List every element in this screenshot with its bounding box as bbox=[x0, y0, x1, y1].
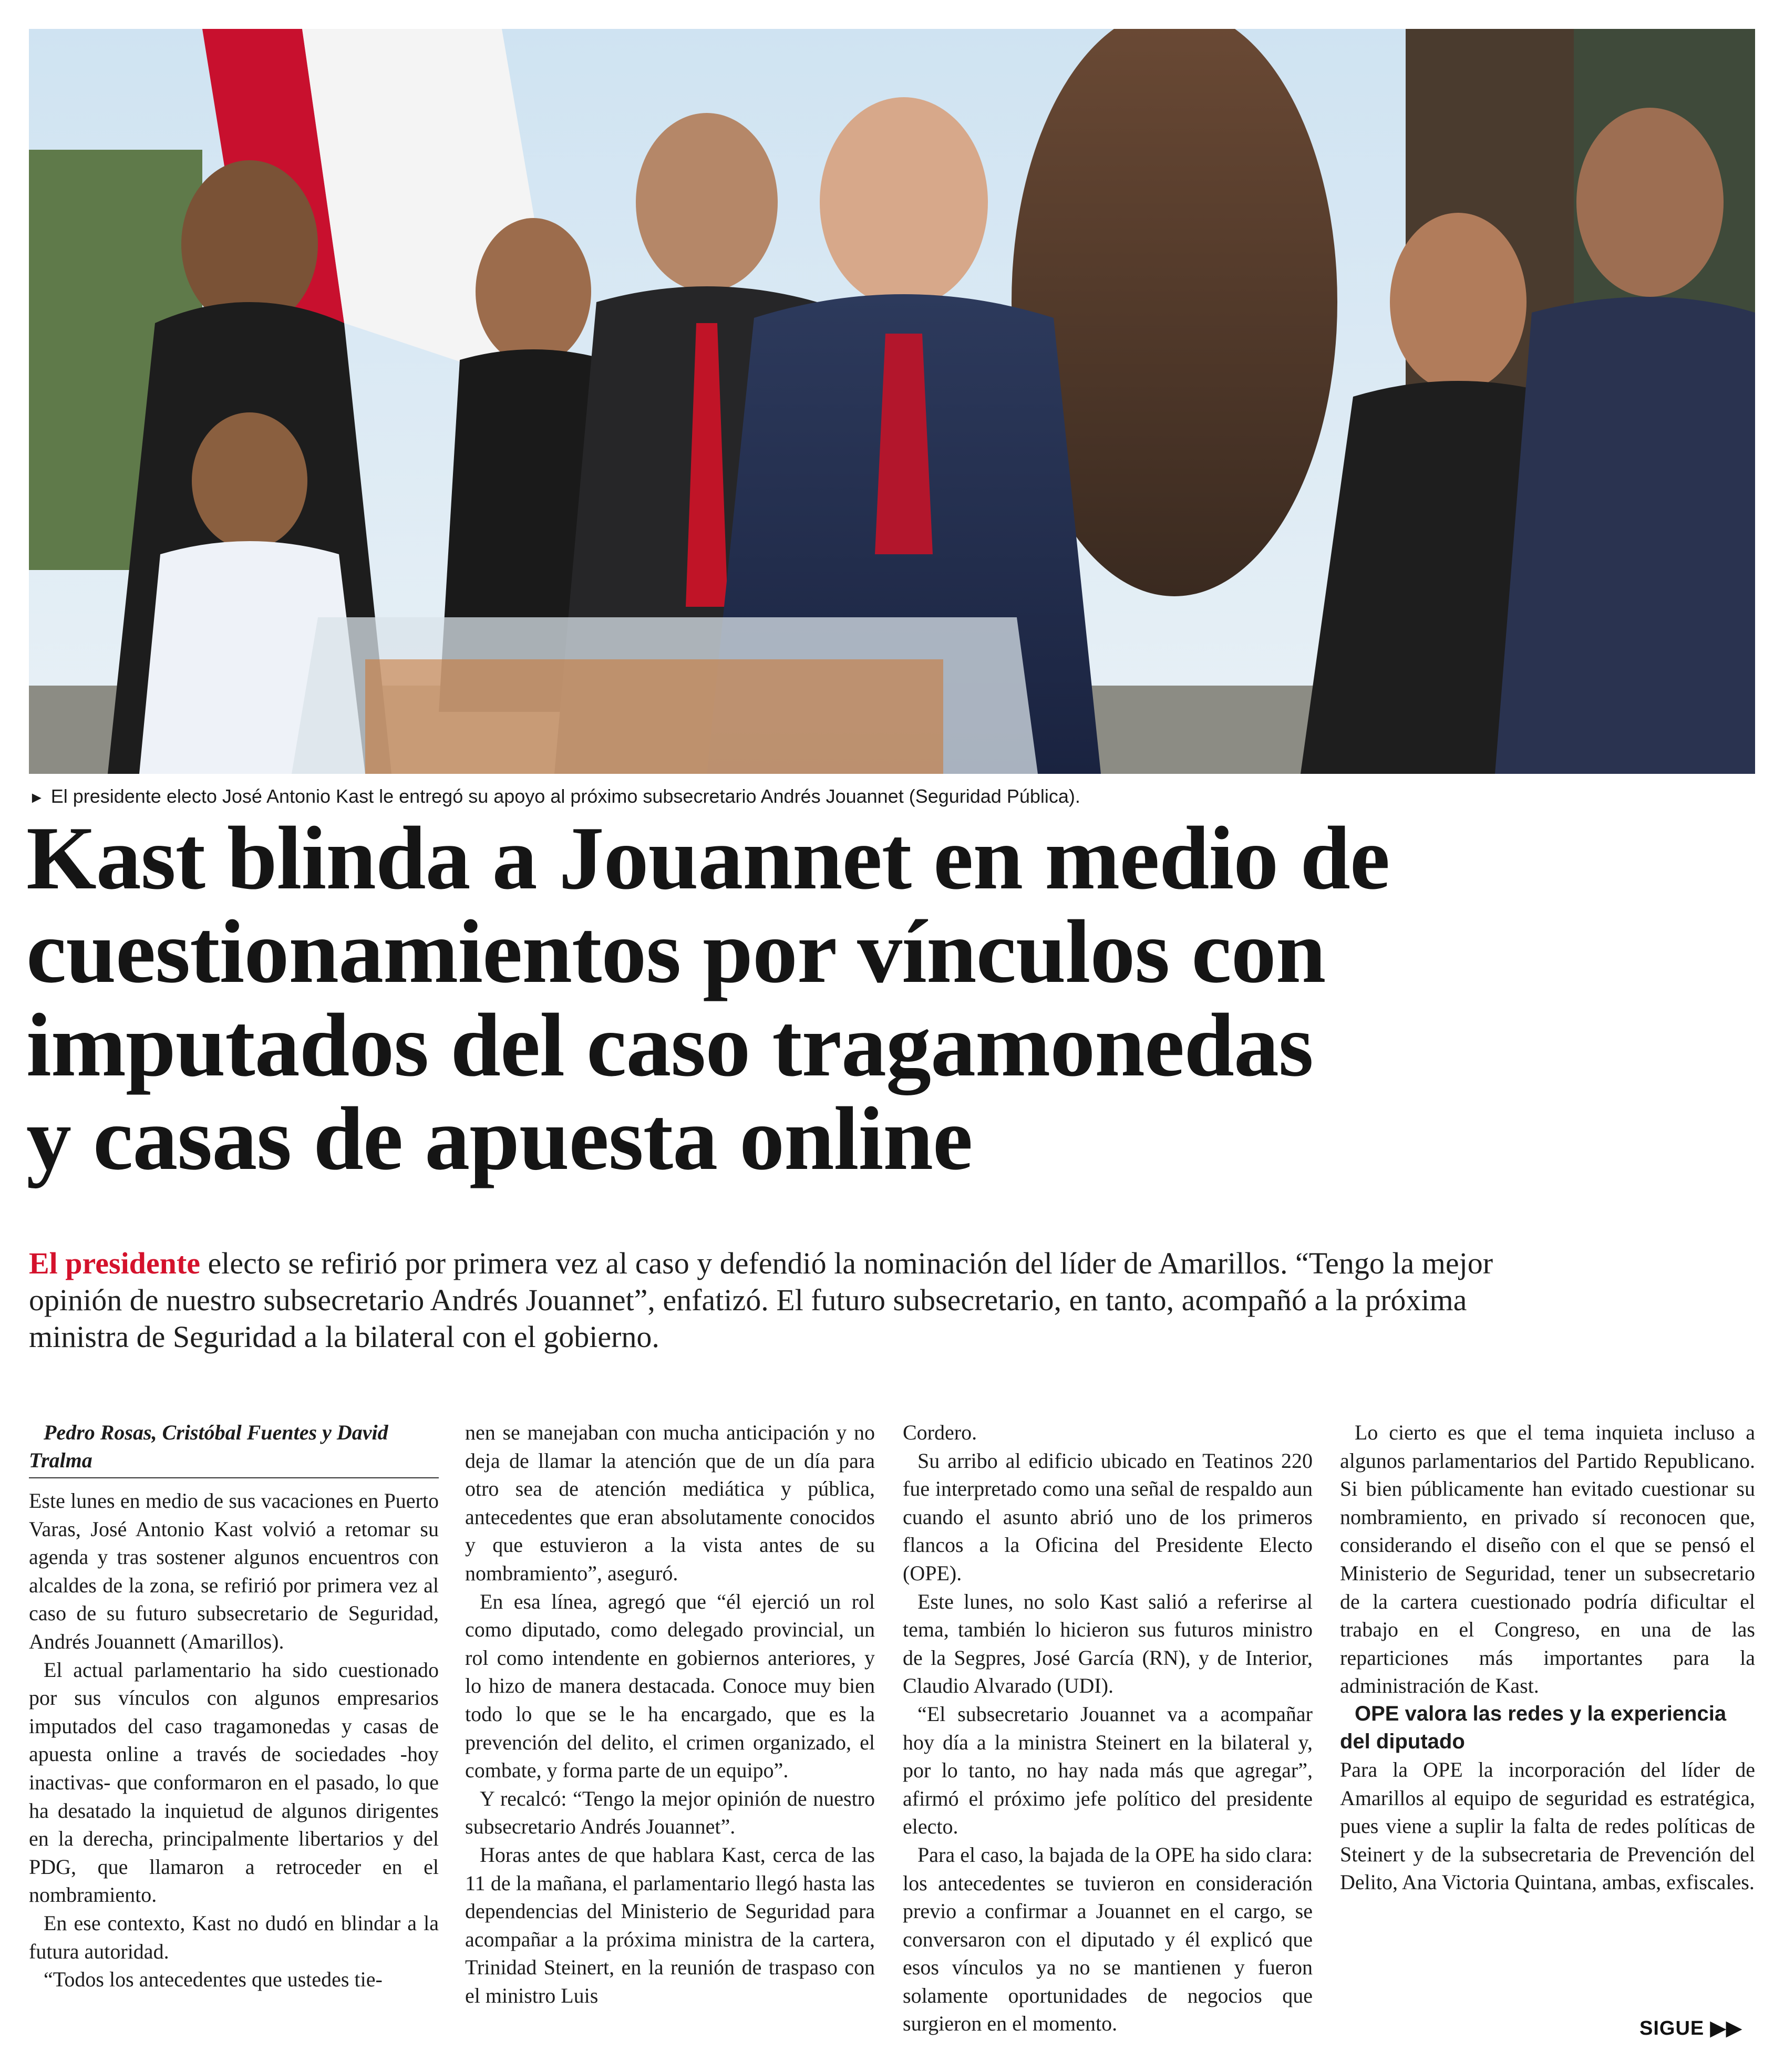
press-conference-photo-icon bbox=[29, 29, 1755, 774]
paragraph: Este lunes en medio de sus vacaciones en Puerto Varas, José Antonio Kast volvió a retomar su agenda y tras sostener algunos encuentros con alcaldes de la zona, se refirió por primera vez al caso de su futuro subsecretario de Seguridad, Andrés Jouannett (Amarillos). bbox=[29, 1489, 439, 1653]
lede-line: opinión de nuestro subsecretario Andrés Jouannet”, enfatizó. El futuro subsecretario, en tanto, acompañó a la próxima bbox=[29, 1283, 1467, 1317]
lede-line-text: electo se refirió por primera vez al caso y defendió la nominación del líder de Amarillos. “Tengo la mejor bbox=[200, 1246, 1493, 1280]
continue-marker: SIGUE ▶▶ bbox=[1639, 2017, 1742, 2039]
article-column-2 bbox=[465, 1418, 875, 2059]
article-column-4 bbox=[1340, 1418, 1755, 2059]
paragraph: “Todos los antecedentes que ustedes tie- bbox=[44, 1967, 383, 1992]
paragraph: Su arribo al edificio ubicado en Teatinos 220 fue interpretado como una señal de respaldo aun cuando el asunto abrió uno de los primeros flancos a la Oficina del Presidente Electo (OPE). bbox=[903, 1448, 1313, 1585]
photo-caption bbox=[29, 782, 1755, 811]
article-column-1 bbox=[29, 1418, 439, 2059]
headline bbox=[26, 809, 1755, 1189]
paragraph: El actual parlamentario ha sido cuestionado por sus vínculos con algunos empresarios imputados del caso tragamonedas y casas de apuesta online a través de sociedades -hoy inactivas- que conformaron en el pasado, lo que ha desatado la inquietud de algunos dirigentes en la derecha, principalmente libertarios y del PDG, que llamaron a retroceder en el nombramiento. bbox=[29, 1657, 439, 1907]
headline-line: cuestionamientos por vínculos con bbox=[26, 902, 1326, 1002]
lede-line: ministra de Seguridad a la bilateral con el gobierno. bbox=[29, 1320, 659, 1354]
paragraph: Lo cierto es que el tema inquieta incluso a algunos parlamentarios del Partido Republicano. Si bien públicamente han evitado cuestionar su nombramiento, en privado sí reconocen que, considerando el diseño con el que se pensó el Ministerio de Seguridad, tener un subsecretario de la cartera cuestionado podría dificultar el trabajo en el Congreso, en una de las reparticiones más importantes para la administración de Kast. bbox=[1340, 1421, 1755, 1698]
paragraph: En esa línea, agregó que “él ejerció un rol como diputado, como delegado provincial, un rol como intendente en gobiernos anteriores, y lo hizo de manera destacada. Conoce muy bien todo lo que se le ha encargado, que es la prevención del delito, el crimen organizado, el combate, y forma parte de un equipo”. bbox=[465, 1589, 875, 1783]
article-column-3 bbox=[903, 1418, 1313, 2059]
byline: Pedro Rosas, Cristóbal Fuentes y David Tralma bbox=[29, 1421, 388, 1472]
paragraph: Para el caso, la bajada de la OPE ha sido clara: los antecedentes se tuvieron en consideración previo a confirmar a Jouannet en el cargo, se conversaron con el diputado y él explicó que esos vínculos ya no se mantienen y fueron solamente oportunidades de negocios que surgieron en el momento. bbox=[903, 1842, 1313, 2036]
lede-lead: El presidente bbox=[29, 1246, 200, 1280]
headline-line: y casas de apuesta online bbox=[26, 1089, 973, 1189]
caption-arrow-icon: ► bbox=[29, 789, 45, 806]
byline-divider bbox=[29, 1477, 439, 1478]
paragraph: nen se manejaban con mucha anticipación y no deja de llamar la atención que de un día para otro sea de atención mediática y pública, antecedentes que eran absolutamente conocidos y que estuvieron a la vista antes de su nombramiento”, aseguró. bbox=[465, 1421, 875, 1585]
paragraph: “El subsecretario Jouannet va a acompañar hoy día a la ministra Steinert en la bilateral y, por lo tanto, no hay nada más que agregar”, afirmó el próximo jefe político del presidente electo. bbox=[903, 1702, 1313, 1839]
headline-line: imputados del caso tragamonedas bbox=[26, 996, 1313, 1095]
paragraph: Y recalcó: “Tengo la mejor opinión de nuestro subsecretario Andrés Jouannet”. bbox=[465, 1786, 875, 1839]
paragraph: En ese contexto, Kast no dudó en blindar a la futura autoridad. bbox=[29, 1911, 439, 1963]
paragraph: Este lunes, no solo Kast salió a referirse al tema, también lo hicieron sus futuros ministro de la Segpres, José García (RN), y de Interior, Claudio Alvarado (UDI). bbox=[903, 1589, 1313, 1698]
paragraph: Para la OPE la incorporación del líder de Amarillos al equipo de seguridad es estratégica, pues viene a suplir la falta de redes políticas de Steinert y de la subsecretaria de Prevención del Delito, Ana Victoria Quintana, ambas, exfiscales. bbox=[1340, 1757, 1755, 1894]
lede bbox=[29, 1245, 1755, 1355]
paragraph: Horas antes de que hablara Kast, cerca de las 11 de la mañana, el parlamentario llegó hasta las dependencias del Ministerio de Seguridad para acompañar a la próxima ministra de la cartera, Trinidad Steinert, en la reunión de traspaso con el ministro Luis bbox=[465, 1842, 875, 2007]
headline-line: Kast blinda a Jouannet en medio de bbox=[26, 809, 1390, 908]
caption-text: El presidente electo José Antonio Kast le entregó su apoyo al próximo subsecretario Andrés Jouannet (Seguridad Pública). bbox=[50, 785, 1080, 807]
lede-line bbox=[29, 1245, 1755, 1282]
paragraph: Cordero. bbox=[903, 1421, 977, 1444]
section-subhead: OPE valora las redes y la experiencia del diputado bbox=[1340, 1702, 1727, 1753]
news-photo bbox=[29, 29, 1755, 774]
